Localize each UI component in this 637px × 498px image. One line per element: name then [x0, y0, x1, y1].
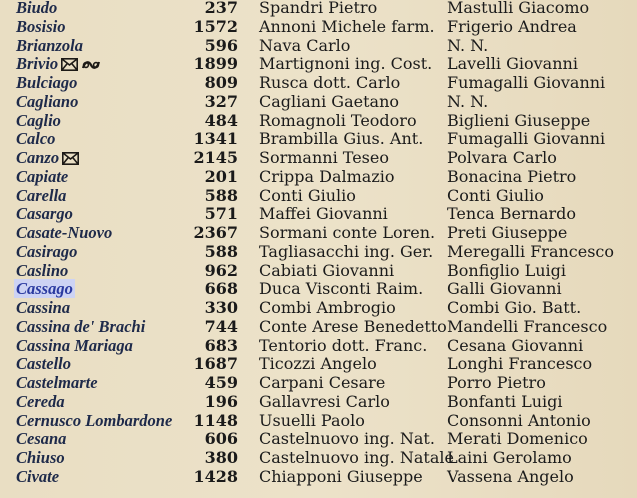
population-value: 196: [204, 391, 238, 411]
mayor-name: Tentorio dott. Franc.: [259, 335, 428, 355]
population-value: 1148: [193, 410, 238, 430]
commune-label: Casargo: [16, 204, 73, 224]
population-value: 588: [204, 241, 238, 261]
commune-label: Cassina Mariaga: [16, 335, 133, 355]
secretary-name: Merati Domenico: [447, 429, 588, 449]
table-row: [0, 0, 637, 17]
secretary-name: Bonacina Pietro: [447, 166, 577, 186]
population-value: 596: [204, 35, 238, 55]
table-row: [0, 73, 637, 92]
secretary-name: Porro Pietro: [447, 373, 546, 392]
commune-label: Casirago: [16, 241, 78, 261]
mayor-name: Castelnuovo ing. Nat.: [259, 429, 435, 449]
secretary-name: Cesana Giovanni: [447, 335, 584, 355]
commune-name: [16, 392, 65, 411]
population-value: 380: [204, 448, 238, 467]
commune-name: [16, 204, 73, 223]
population-value: 1341: [193, 129, 238, 149]
mayor-name: Sormanni Teseo: [259, 148, 389, 167]
table-row: [0, 411, 637, 430]
secretary-name: Vassena Angelo: [447, 466, 574, 486]
population-value: 1428: [193, 466, 238, 486]
mayor-name: Ticozzi Angelo: [259, 354, 377, 374]
commune-name: [16, 111, 61, 130]
secretary-name: Bonfiglio Luigi: [447, 260, 566, 280]
commune-name: [16, 167, 68, 186]
population-value: 484: [204, 110, 238, 130]
table-row: [0, 448, 637, 467]
mayor-name: Tagliasacchi ing. Ger.: [259, 241, 434, 261]
secretary-name: Fumagalli Giovanni: [447, 73, 606, 92]
mayor-name: Spandri Pietro: [259, 0, 378, 17]
population-value: 668: [204, 279, 238, 299]
table-row: [0, 336, 637, 355]
commune-name: [16, 73, 77, 92]
commune-label: Cesana: [16, 429, 67, 449]
secretary-name: N. N.: [447, 91, 489, 111]
population-value: 327: [204, 91, 238, 111]
commune-name: [16, 448, 65, 467]
commune-label: Bosisio: [16, 16, 66, 36]
population-value: 1572: [193, 16, 238, 36]
mayor-name: Romagnoli Teodoro: [259, 110, 417, 130]
table-row: [0, 167, 637, 186]
secretary-name: Polvara Carlo: [447, 148, 557, 167]
commune-name: [16, 17, 66, 36]
commune-label: Bulciago: [16, 73, 78, 92]
secretary-name: Frigerio Andrea: [447, 16, 577, 36]
population-value: 2367: [193, 223, 238, 242]
mayor-name: Chiapponi Giuseppe: [259, 466, 423, 486]
mayor-name: Cagliani Gaetano: [259, 91, 399, 111]
commune-label: Civate: [16, 466, 60, 486]
secretary-name: Conti Giulio: [447, 185, 544, 205]
table-row: [0, 54, 637, 73]
commune-name: [16, 186, 66, 205]
commune-name: [16, 336, 133, 355]
commune-name: [16, 223, 112, 242]
population-value: 1899: [193, 54, 238, 74]
population-value: 809: [204, 73, 238, 92]
commune-label: Casate-Nuovo: [16, 223, 113, 242]
population-value: 1687: [193, 354, 238, 374]
table-row: [0, 223, 637, 242]
commune-name: [16, 148, 79, 169]
population-value: 2145: [193, 148, 238, 167]
commune-label: Cagliano: [16, 91, 79, 111]
commune-name: [16, 373, 98, 392]
commune-name: [16, 467, 59, 486]
commune-label: Cereda: [16, 391, 65, 411]
commune-name: [16, 354, 71, 373]
table-row: [0, 129, 637, 148]
secretary-name: Preti Giuseppe: [447, 223, 568, 242]
population-value: 571: [204, 204, 238, 224]
commune-name: [16, 129, 55, 148]
secretary-name: Meregalli Francesco: [447, 241, 615, 261]
commune-name: [16, 429, 66, 448]
mayor-name: Martignoni ing. Cost.: [259, 54, 433, 74]
secretary-name: N. N.: [447, 35, 489, 55]
mayor-name: Nava Carlo: [259, 35, 351, 55]
population-value: 201: [204, 166, 238, 186]
table-row: [0, 392, 637, 411]
table-row: [0, 298, 637, 317]
mayor-name: Usuelli Paolo: [259, 410, 365, 430]
commune-label: Calco: [16, 129, 56, 149]
table-row: [0, 467, 637, 486]
secretary-name: Bonfanti Luigi: [447, 391, 563, 411]
commune-name: [16, 0, 57, 17]
population-value: 330: [204, 298, 238, 317]
commune-label: Carella: [16, 185, 67, 205]
commune-name: [16, 36, 83, 55]
secretary-name: Lavelli Giovanni: [447, 54, 578, 74]
mayor-name: Sormani conte Loren.: [259, 223, 436, 242]
secretary-name: Laini Gerolamo: [447, 448, 572, 467]
table-row: [0, 186, 637, 205]
mayor-name: Conte Arese Benedetto: [259, 316, 447, 336]
mayor-name: Duca Visconti Raim.: [259, 279, 424, 299]
table-row: [0, 17, 637, 36]
table-row: [0, 111, 637, 130]
commune-name: [16, 411, 172, 430]
commune-label: Cassina: [16, 298, 71, 317]
mayor-name: Cabiati Giovanni: [259, 260, 395, 280]
table-row: [0, 242, 637, 261]
secretary-name: Consonni Antonio: [447, 410, 591, 430]
commune-name: [16, 54, 101, 75]
mayor-name: Castelnuovo ing. Natale: [259, 448, 454, 467]
secretary-name: Combi Gio. Batt.: [447, 298, 582, 317]
table-row: [0, 354, 637, 373]
commune-label: Cernusco Lombardone: [16, 410, 173, 430]
table-row: [0, 148, 637, 167]
table-row: [0, 317, 637, 336]
commune-label: Canzo: [16, 148, 60, 167]
commune-label: Chiuso: [16, 448, 65, 467]
mayor-name: Rusca dott. Carlo: [259, 73, 401, 92]
population-value: 237: [204, 0, 238, 17]
mayor-name: Annoni Michele farm.: [259, 16, 435, 36]
mayor-name: Gallavresi Carlo: [259, 391, 390, 411]
table-row: [0, 373, 637, 392]
commune-name: [16, 298, 70, 317]
table-row: [0, 429, 637, 448]
population-value: 744: [204, 316, 238, 336]
population-value: 962: [204, 260, 238, 280]
mayor-name: Carpani Cesare: [259, 373, 386, 392]
commune-name: [16, 261, 68, 280]
commune-name: [16, 279, 75, 298]
mayor-name: Brambilla Gius. Ant.: [259, 129, 424, 149]
commune-name: [16, 317, 145, 336]
commune-label: Capiate: [16, 166, 69, 186]
table-row: [0, 36, 637, 55]
secretary-name: Galli Giovanni: [447, 279, 562, 299]
mayor-name: Combi Ambrogio: [259, 298, 396, 317]
commune-name: [16, 92, 78, 111]
mayor-name: Conti Giulio: [259, 185, 356, 205]
commune-label: Castelmarte: [16, 373, 98, 392]
secretary-name: Longhi Francesco: [447, 354, 593, 374]
commune-label[interactable]: Cassago: [16, 279, 73, 299]
secretary-name: Fumagalli Giovanni: [447, 129, 606, 149]
population-value: 588: [204, 185, 238, 205]
commune-name: [16, 242, 77, 261]
secretary-name: Tenca Bernardo: [447, 204, 577, 224]
population-value: 606: [204, 429, 238, 449]
table-row: [0, 279, 637, 298]
mayor-name: Crippa Dalmazio: [259, 166, 395, 186]
commune-label: Brivio: [16, 54, 59, 74]
commune-label: Brianzola: [16, 35, 83, 55]
table-row: [0, 204, 637, 223]
commune-label: Caglio: [16, 110, 61, 130]
table-row: [0, 92, 637, 111]
commune-label: Caslino: [16, 260, 69, 280]
population-value: 683: [204, 335, 238, 355]
secretary-name: Mandelli Francesco: [447, 316, 608, 336]
table-row: [0, 261, 637, 280]
commune-label: Biudo: [16, 0, 58, 17]
commune-label: Cassina de' Brachi: [16, 316, 146, 336]
secretary-name: Biglieni Giuseppe: [447, 110, 591, 130]
mayor-name: Maffei Giovanni: [259, 204, 388, 224]
commune-label: Castello: [16, 354, 72, 374]
population-value: 459: [204, 373, 238, 392]
secretary-name: Mastulli Giacomo: [447, 0, 590, 17]
